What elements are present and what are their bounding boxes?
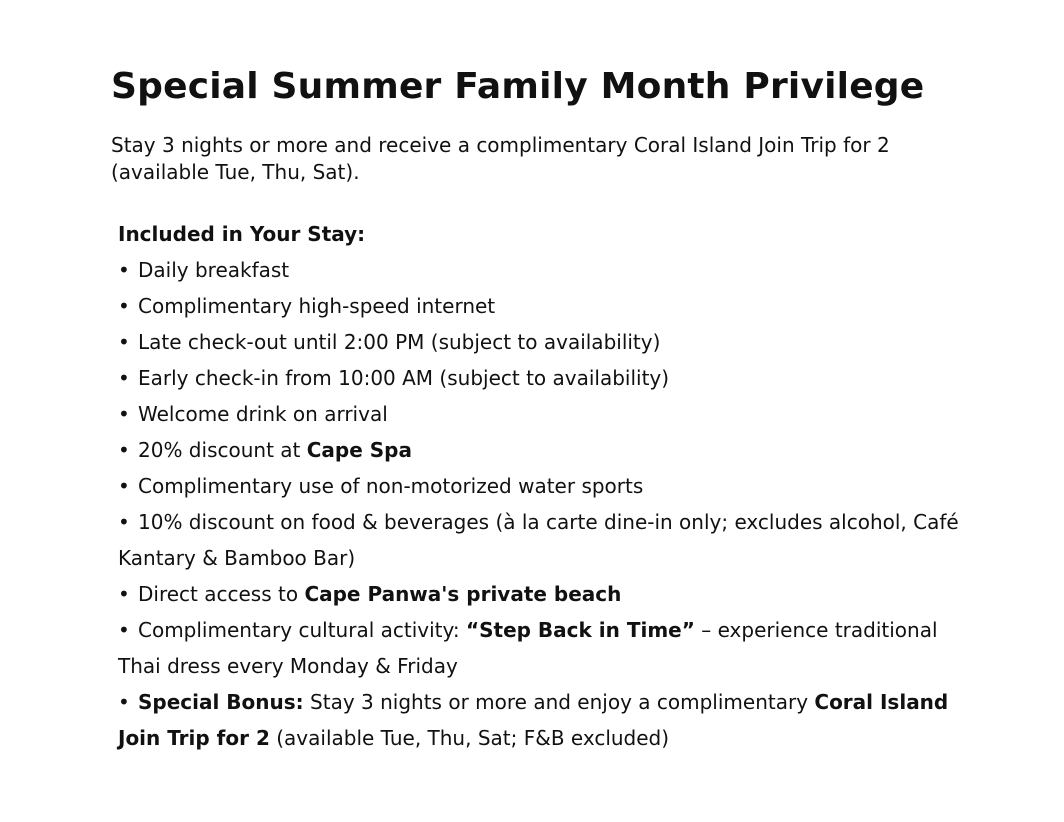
list-item: [118, 576, 968, 612]
included-heading: Included in Your Stay:: [118, 222, 366, 246]
item-highlight: Cape Panwa's private beach: [304, 582, 622, 606]
item-text: Early check-in from 10:00 AM (subject to availability): [138, 366, 670, 390]
list-item: [118, 684, 968, 756]
bullet-icon: [118, 504, 138, 540]
item-text: Complimentary high-speed internet: [138, 294, 496, 318]
list-item: [118, 468, 968, 504]
item-text: 10% discount on food & beverages (à la carte dine-in only; excludes alcohol, Café Kantary & Bamboo Bar): [118, 510, 959, 570]
item-text: Direct access to: [138, 582, 305, 606]
included-list: [118, 252, 968, 756]
item-text: (available Tue, Thu, Sat; F&B excluded): [269, 726, 670, 750]
offer-document: [111, 60, 971, 756]
item-text: Welcome drink on arrival: [138, 402, 388, 426]
item-highlight: “Step Back in Time”: [465, 618, 695, 642]
list-item: [118, 612, 968, 684]
bullet-icon: [118, 396, 138, 432]
bullet-icon: [118, 468, 138, 504]
list-item: [118, 504, 968, 576]
item-text: Complimentary cultural activity:: [138, 618, 466, 642]
item-highlight: Coral Island Join Trip for 2: [118, 690, 949, 750]
list-item: [118, 432, 968, 468]
bullet-icon: [118, 252, 138, 288]
bullet-icon: [118, 576, 138, 612]
item-text: – experience traditional Thai dress every Monday & Friday: [118, 618, 938, 678]
bullet-icon: [118, 288, 138, 324]
list-item: [118, 360, 968, 396]
list-item: [118, 396, 968, 432]
intro-paragraph: Stay 3 nights or more and receive a complimentary Coral Island Join Trip for 2 (available Tue, Thu, Sat).: [111, 133, 890, 184]
bullet-icon: [118, 612, 138, 648]
included-section: [118, 216, 968, 756]
page-title: Special Summer Family Month Privilege: [111, 66, 925, 107]
item-text: Complimentary use of non-motorized water sports: [138, 474, 644, 498]
bullet-icon: [118, 432, 138, 468]
bullet-icon: [118, 684, 138, 720]
list-item: [118, 252, 968, 288]
item-highlight: Cape Spa: [306, 438, 412, 462]
bullet-icon: [118, 360, 138, 396]
list-item: [118, 288, 968, 324]
item-highlight: Special Bonus:: [138, 690, 304, 714]
bullet-icon: [118, 324, 138, 360]
item-text: Daily breakfast: [138, 258, 290, 282]
item-text: Late check-out until 2:00 PM (subject to availability): [138, 330, 661, 354]
list-item: [118, 324, 968, 360]
item-text: 20% discount at: [138, 438, 307, 462]
item-text: Stay 3 nights or more and enjoy a complimentary: [303, 690, 815, 714]
